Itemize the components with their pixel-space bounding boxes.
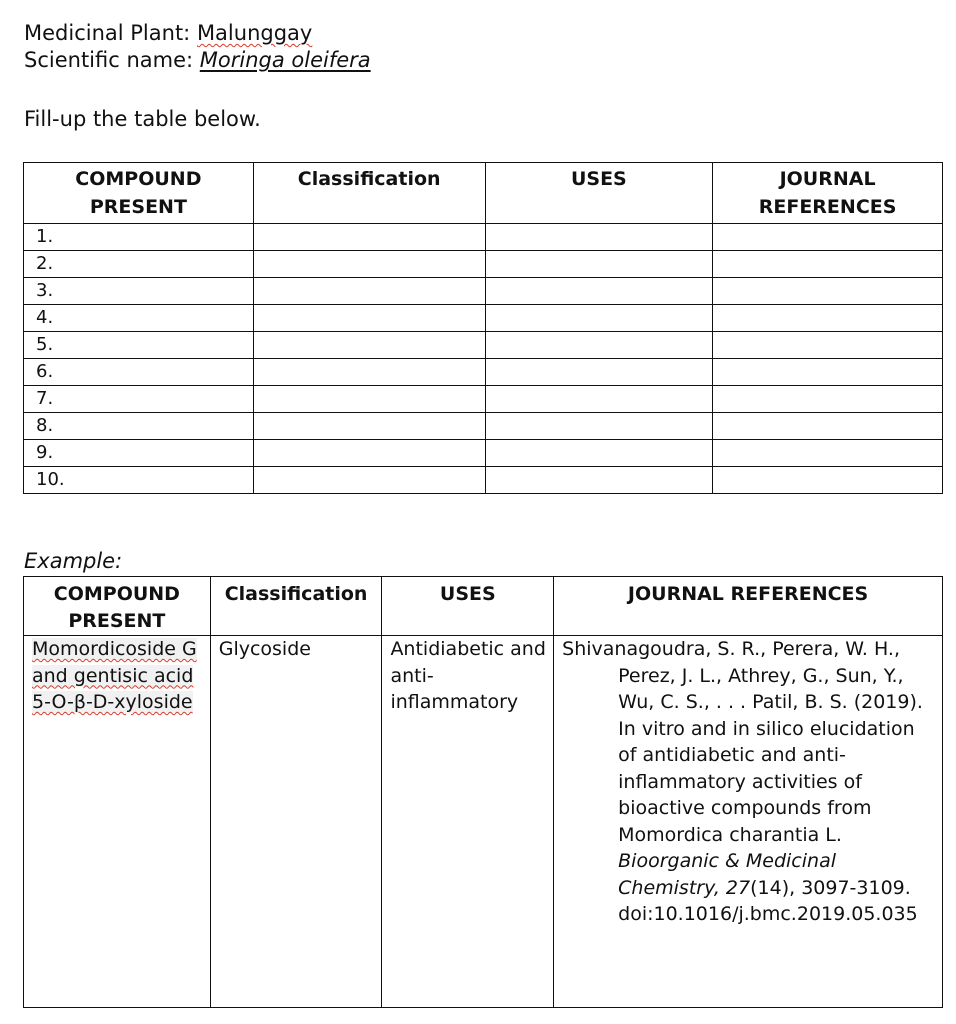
references-cell[interactable] [713, 386, 943, 413]
example-table [23, 576, 943, 1008]
classification-cell[interactable] [253, 251, 485, 278]
col-header-classification: Classification [253, 163, 485, 224]
reference-issue-pages: (14), 3097-3109. doi:10.1016/j.bmc.2019.05.035 [618, 876, 918, 925]
uses-cell[interactable] [485, 413, 713, 440]
sci-value: Moringa oleifera [199, 48, 371, 72]
col-header-compound: COMPOUND PRESENT [24, 163, 254, 224]
example-compound: Momordicoside G and gentisic acid 5-O-β-D-xyloside [32, 638, 197, 713]
example-header-references: JOURNAL REFERENCES [554, 577, 943, 636]
scientific-name-line [24, 47, 371, 73]
example-uses: Antidiabetic and anti-inflammatory [382, 636, 554, 1008]
references-cell[interactable] [713, 440, 943, 467]
fill-table-header-row [24, 163, 943, 224]
example-compound-cell [24, 636, 211, 1008]
example-header-row [24, 577, 943, 636]
table-row [24, 413, 943, 440]
plant-label: Medicinal Plant: [24, 21, 197, 45]
references-cell[interactable] [713, 278, 943, 305]
row-number-cell: 7. [24, 386, 254, 413]
references-cell[interactable] [713, 224, 943, 251]
table-row [24, 224, 943, 251]
table-row [24, 467, 943, 494]
uses-cell[interactable] [485, 224, 713, 251]
table-row [24, 386, 943, 413]
example-header-compound: COMPOUND PRESENT [24, 577, 211, 636]
uses-cell[interactable] [485, 332, 713, 359]
classification-cell[interactable] [253, 386, 485, 413]
classification-cell[interactable] [253, 413, 485, 440]
uses-cell[interactable] [485, 440, 713, 467]
plant-value: Malunggay [196, 21, 313, 45]
example-reference-cell [554, 636, 943, 1008]
references-cell[interactable] [713, 305, 943, 332]
uses-cell[interactable] [485, 278, 713, 305]
row-number-cell: 6. [24, 359, 254, 386]
example-classification: Glycoside [210, 636, 382, 1008]
example-header-uses: USES [382, 577, 554, 636]
classification-cell[interactable] [253, 467, 485, 494]
reference-journal: Bioorganic & Medicinal Chemistry, 27 [618, 850, 836, 899]
classification-cell[interactable] [253, 305, 485, 332]
classification-cell[interactable] [253, 332, 485, 359]
table-row [24, 251, 943, 278]
classification-cell[interactable] [253, 278, 485, 305]
example-row [24, 636, 943, 1008]
row-number-cell: 5. [24, 332, 254, 359]
row-number-cell: 4. [24, 305, 254, 332]
table-row [24, 359, 943, 386]
classification-cell[interactable] [253, 440, 485, 467]
example-reference [562, 636, 936, 928]
col-header-references: JOURNAL REFERENCES [713, 163, 943, 224]
uses-cell[interactable] [485, 251, 713, 278]
table-row [24, 440, 943, 467]
uses-cell[interactable] [485, 359, 713, 386]
row-number-cell: 2. [24, 251, 254, 278]
col-header-uses: USES [485, 163, 713, 224]
row-number-cell: 1. [24, 224, 254, 251]
references-cell[interactable] [713, 332, 943, 359]
uses-cell[interactable] [485, 305, 713, 332]
uses-cell[interactable] [485, 467, 713, 494]
reference-authors: Shivanagoudra, S. R., Perera, W. H., Perez, J. L., Athrey, G., Sun, Y., Wu, C. S., . . . Patil, B. S. (2019). In vitro and in silico elucidation of antidiabetic and anti-inflammatory activities of bioactive compounds from Momordica charantia L. [562, 638, 923, 846]
sci-label: Scientific name: [24, 48, 200, 72]
row-number-cell: 9. [24, 440, 254, 467]
example-header-classification: Classification [210, 577, 382, 636]
references-cell[interactable] [713, 467, 943, 494]
classification-cell[interactable] [253, 359, 485, 386]
row-number-cell: 10. [24, 467, 254, 494]
example-label: Example: [24, 549, 123, 573]
references-cell[interactable] [713, 413, 943, 440]
classification-cell[interactable] [253, 224, 485, 251]
instruction-text: Fill-up the table below. [24, 107, 261, 131]
fill-up-table [23, 162, 943, 494]
row-number-cell: 3. [24, 278, 254, 305]
references-cell[interactable] [713, 359, 943, 386]
uses-cell[interactable] [485, 386, 713, 413]
table-row [24, 278, 943, 305]
table-row [24, 332, 943, 359]
table-row [24, 305, 943, 332]
references-cell[interactable] [713, 251, 943, 278]
plant-line [24, 20, 312, 46]
row-number-cell: 8. [24, 413, 254, 440]
